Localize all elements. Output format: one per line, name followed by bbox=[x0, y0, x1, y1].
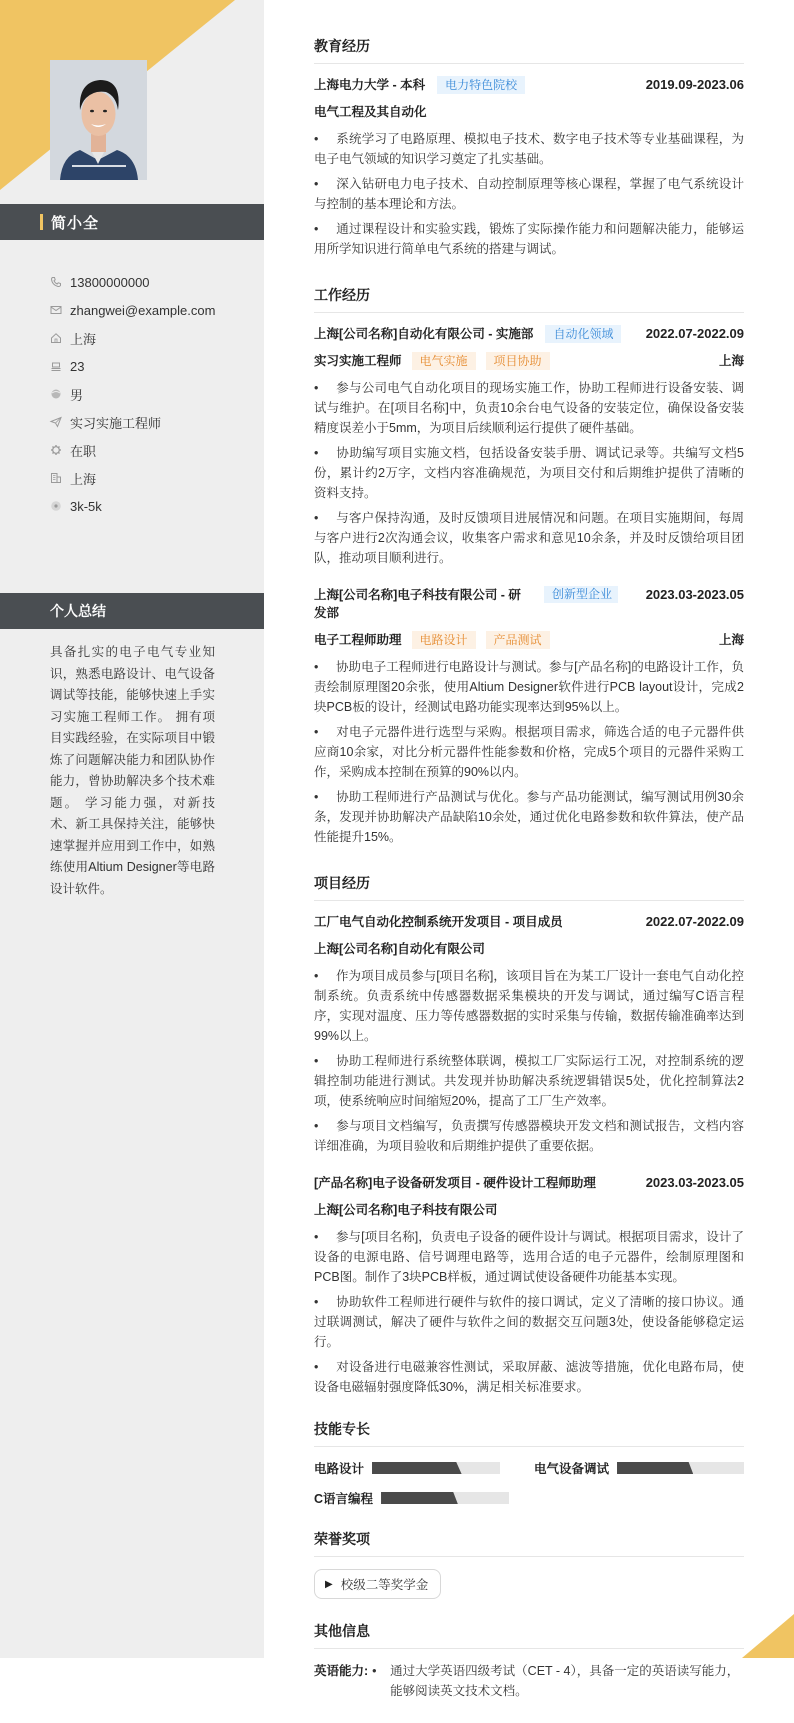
projects-section bbox=[314, 873, 744, 1397]
skills-grid bbox=[314, 1459, 744, 1507]
building-icon bbox=[50, 472, 62, 484]
project-entry-header bbox=[314, 1174, 744, 1192]
bullet-item: • 系统学习了电路原理、模拟电子技术、数字电子技术等专业基础课程，为电子电气领域的知识学习奠定了扎实基础。 bbox=[314, 132, 744, 166]
company-tag: 自动化领域 bbox=[545, 325, 621, 343]
skill-progress-track bbox=[617, 1462, 744, 1474]
project-org-row bbox=[314, 1201, 744, 1219]
section-title-education: 教育经历 bbox=[314, 36, 744, 64]
awards-section bbox=[314, 1529, 744, 1599]
skill-progress-fill bbox=[617, 1462, 693, 1474]
contact-age bbox=[50, 352, 260, 380]
project-date: 2023.03-2023.05 bbox=[645, 1175, 744, 1190]
contact-phone-value: 13800000000 bbox=[70, 274, 150, 290]
education-entry bbox=[314, 76, 744, 259]
bullet-dot: • bbox=[372, 1664, 377, 1678]
bullet-item: • 深入钻研电力电子技术、自动控制原理等核心课程，掌握了电气系统设计与控制的基本理论和方法。 bbox=[314, 177, 744, 211]
school-name: 上海电力大学 - 本科 bbox=[314, 78, 426, 92]
skill-name: 电气设备调试 bbox=[534, 1462, 610, 1476]
work-date: 2023.03-2023.05 bbox=[645, 587, 744, 602]
skill-item bbox=[314, 1489, 534, 1507]
award-item[interactable] bbox=[314, 1569, 441, 1599]
role-tag: 电气实施 bbox=[412, 352, 476, 370]
skill-item bbox=[314, 1459, 534, 1477]
contact-work-city-value: 上海 bbox=[70, 471, 97, 487]
section-title-projects: 项目经历 bbox=[314, 873, 744, 901]
contact-email-value: zhangwei@example.com bbox=[70, 302, 216, 318]
summary-header bbox=[0, 593, 264, 629]
play-triangle-icon: ▶ bbox=[325, 1578, 333, 1590]
role-tag: 电路设计 bbox=[412, 631, 476, 649]
gender-icon bbox=[50, 388, 62, 400]
contact-work-city bbox=[50, 464, 260, 492]
summary-text: 具备扎实的电子电气专业知识，熟悉电路设计、电气设备调试等技能，能够快速上手实习实施工程师工作。 拥有项目实践经验，在实际项目中锻炼了问题解决能力和团队协作能力，曾协助解决多个技术难题。 学习能力强，对新技术、新工具保持关注，能够快速掌握并应用到工作中，如熟练使用Altium Designer等电路设计软件。 bbox=[50, 645, 215, 896]
work-location: 上海 bbox=[718, 354, 744, 368]
education-date: 2019.09-2023.06 bbox=[645, 77, 744, 92]
bullet-item: • 协助工程师进行产品测试与优化。参与产品功能测试，编写测试用例30余条，发现并协助解决产品缺陷10余处，通过优化电路参数和软件算法，使产品性能提升15%。 bbox=[314, 790, 744, 844]
age-icon bbox=[50, 360, 62, 372]
work-date: 2022.07-2022.09 bbox=[645, 326, 744, 341]
education-major-row bbox=[314, 103, 744, 121]
mail-icon bbox=[50, 304, 62, 316]
name-header bbox=[0, 204, 264, 240]
section-title-work: 工作经历 bbox=[314, 285, 744, 313]
project-name: 工厂电气自动化控制系统开发项目 - 项目成员 bbox=[314, 915, 563, 929]
project-entry-header bbox=[314, 913, 744, 931]
salary-icon bbox=[50, 500, 62, 512]
work-entry-header bbox=[314, 325, 744, 343]
project-date: 2022.07-2022.09 bbox=[645, 914, 744, 929]
contact-hometown bbox=[50, 324, 260, 352]
project-bullets bbox=[314, 1227, 744, 1397]
project-entry bbox=[314, 913, 744, 1156]
work-role-row bbox=[314, 352, 744, 370]
project-name: [产品名称]电子设备研发项目 - 硬件设计工程师助理 bbox=[314, 1176, 596, 1190]
work-bullets bbox=[314, 657, 744, 847]
role-tag: 产品测试 bbox=[486, 631, 550, 649]
work-role-row bbox=[314, 631, 744, 649]
work-bullets bbox=[314, 378, 744, 568]
project-entry bbox=[314, 1174, 744, 1397]
section-title-other: 其他信息 bbox=[314, 1621, 744, 1649]
contact-hometown-value: 上海 bbox=[70, 331, 97, 347]
work-section bbox=[314, 285, 744, 847]
bullet-item: • 对电子元器件进行选型与采购。根据项目需求，筛选合适的电子元器件供应商10余家，对比分析元器件性能参数和价格，完成5个项目的元器件采购工作，采购成本控制在预算的90%以内。 bbox=[314, 725, 744, 779]
work-entry bbox=[314, 325, 744, 568]
other-section bbox=[314, 1621, 744, 1701]
school-tag: 电力特色院校 bbox=[437, 76, 525, 94]
bullet-item: • 通过课程设计和实验实践，锻炼了实际操作能力和问题解决能力，能够运用所学知识进行简单电气系统的搭建与调试。 bbox=[314, 222, 744, 256]
skills-section bbox=[314, 1419, 744, 1507]
bullet-item: • 与客户保持沟通，及时反馈项目进展情况和问题。在项目实施期间，每周与客户进行2次沟通会议，收集客户需求和意见10余条，并及时反馈给项目团队，推动项目顺利进行。 bbox=[314, 511, 744, 565]
contact-gender bbox=[50, 380, 260, 408]
bullet-item: • 参与公司电气自动化项目的现场实施工作，协助工程师进行设备安装、调试与维护。在[项目名称]中，负责10余台电气设备的安装定位，确保设备安装精度误差小于5mm，为项目后续顺利运行提供了硬件基础。 bbox=[314, 381, 744, 435]
bullet-item: • 协助编写项目实施文档，包括设备安装手册、调试记录等。共编写文档5份，累计约2万字，文档内容准确规范，为项目交付和后期维护提供了清晰的资料支持。 bbox=[314, 446, 744, 500]
contact-status bbox=[50, 436, 260, 464]
bullet-item: • 参与[项目名称]，负责电子设备的硬件设计与调试。根据项目需求，设计了设备的电源电路、信号调理电路等，选用合适的电子元器件，绘制原理图和PCB图。制作了3块PCB样板，通过调试使设备硬件功能基本实现。 bbox=[314, 1230, 744, 1284]
other-info-row bbox=[314, 1661, 744, 1701]
section-title-skills: 技能专长 bbox=[314, 1419, 744, 1447]
work-entry bbox=[314, 586, 744, 847]
work-entry-header bbox=[314, 586, 744, 622]
role-tag: 项目协助 bbox=[486, 352, 550, 370]
award-label: 校级二等奖学金 bbox=[340, 1578, 429, 1592]
work-location: 上海 bbox=[718, 633, 744, 647]
skill-progress-fill bbox=[372, 1462, 462, 1474]
role-title: 实习实施工程师 bbox=[314, 354, 402, 368]
contact-phone bbox=[50, 268, 260, 296]
avatar bbox=[50, 60, 147, 180]
home-icon bbox=[50, 332, 62, 344]
bullet-item: • 协助电子工程师进行电路设计与测试。参与[产品名称]的电路设计工作，负责绘制原理图20余张，使用Altium Designer软件进行PCB layout设计，完成2块PCB板的设计，经测试电路功能实现率达到95%以上。 bbox=[314, 660, 744, 714]
contact-age-value: 23 bbox=[70, 358, 85, 374]
bullet-item: • 协助工程师进行系统整体联调，模拟工厂实际运行工况，对控制系统的逻辑控制功能进行测试。共发现并协助解决系统逻辑错误5处，优化控制算法2项，使系统响应时间缩短20%，提高了工厂生产效率。 bbox=[314, 1054, 744, 1108]
bullet-item: • 参与项目文档编写，负责撰写传感器模块开发文档和测试报告，文档内容详细准确，为项目验收和后期维护提供了重要依据。 bbox=[314, 1119, 744, 1153]
contact-email bbox=[50, 296, 260, 324]
contact-status-value: 在职 bbox=[70, 443, 97, 459]
contact-target-position-value: 实习实施工程师 bbox=[70, 415, 162, 431]
decorative-corner-triangle bbox=[734, 1614, 794, 1658]
phone-icon bbox=[50, 276, 62, 288]
bullet-item: • 对设备进行电磁兼容性测试，采取屏蔽、滤波等措施，优化电路布局，使设备电磁辐射强度降低30%，满足相关标准要求。 bbox=[314, 1360, 744, 1394]
bullet-item: • 协助软件工程师进行硬件与软件的接口调试，定义了清晰的接口协议。通过联调测试，解决了硬件与软件之间的数据交互问题3处，使设备能够稳定运行。 bbox=[314, 1295, 744, 1349]
company-tag: 创新型企业 bbox=[544, 586, 618, 603]
skill-progress-track bbox=[372, 1462, 500, 1474]
skill-name: 电路设计 bbox=[314, 1462, 365, 1476]
contact-salary bbox=[50, 492, 260, 520]
send-icon bbox=[50, 416, 62, 428]
other-info-label: 英语能力: bbox=[314, 1664, 369, 1678]
gear-icon bbox=[50, 444, 62, 456]
role-title: 电子工程师助理 bbox=[314, 633, 402, 647]
company-name: 上海[公司名称]自动化有限公司 - 实施部 bbox=[314, 327, 534, 341]
project-org: 上海[公司名称]自动化有限公司 bbox=[314, 942, 485, 956]
contact-salary-value: 3k-5k bbox=[70, 498, 102, 514]
sidebar bbox=[0, 0, 264, 1658]
education-entry-header bbox=[314, 76, 744, 94]
other-info-text: 通过大学英语四级考试（CET - 4），具备一定的英语读写能力，能够阅读英文技术文档。 bbox=[390, 1664, 740, 1698]
candidate-name: 简小全 bbox=[51, 214, 100, 232]
contact-gender-value: 男 bbox=[70, 387, 84, 403]
bullet-item: • 作为项目成员参与[项目名称]，该项目旨在为某工厂设计一套电气自动化控制系统。负责系统中传感器数据采集模块的开发与调试，通过编写C语言程序，实现对温度、压力等传感器数据的实时采集与传输，数据传输准确率达到99%以上。 bbox=[314, 969, 744, 1043]
skill-progress-fill bbox=[381, 1492, 458, 1504]
project-org-row bbox=[314, 940, 744, 958]
section-title-awards: 荣誉奖项 bbox=[314, 1529, 744, 1557]
contact-target-position bbox=[50, 408, 260, 436]
skill-name: C语言编程 bbox=[314, 1492, 374, 1506]
education-section bbox=[314, 36, 744, 259]
skill-item bbox=[534, 1459, 744, 1477]
name-accent-bar bbox=[40, 214, 43, 230]
contact-info-list bbox=[50, 268, 260, 520]
project-org: 上海[公司名称]电子科技有限公司 bbox=[314, 1203, 498, 1217]
skill-progress-track bbox=[381, 1492, 509, 1504]
project-bullets bbox=[314, 966, 744, 1156]
company-name: 上海[公司名称]电子科技有限公司 - 研发部 bbox=[314, 588, 521, 620]
major-name: 电气工程及其自动化 bbox=[314, 105, 427, 119]
main-content bbox=[314, 36, 744, 1723]
education-bullets bbox=[314, 129, 744, 259]
summary-title: 个人总结 bbox=[50, 603, 106, 619]
